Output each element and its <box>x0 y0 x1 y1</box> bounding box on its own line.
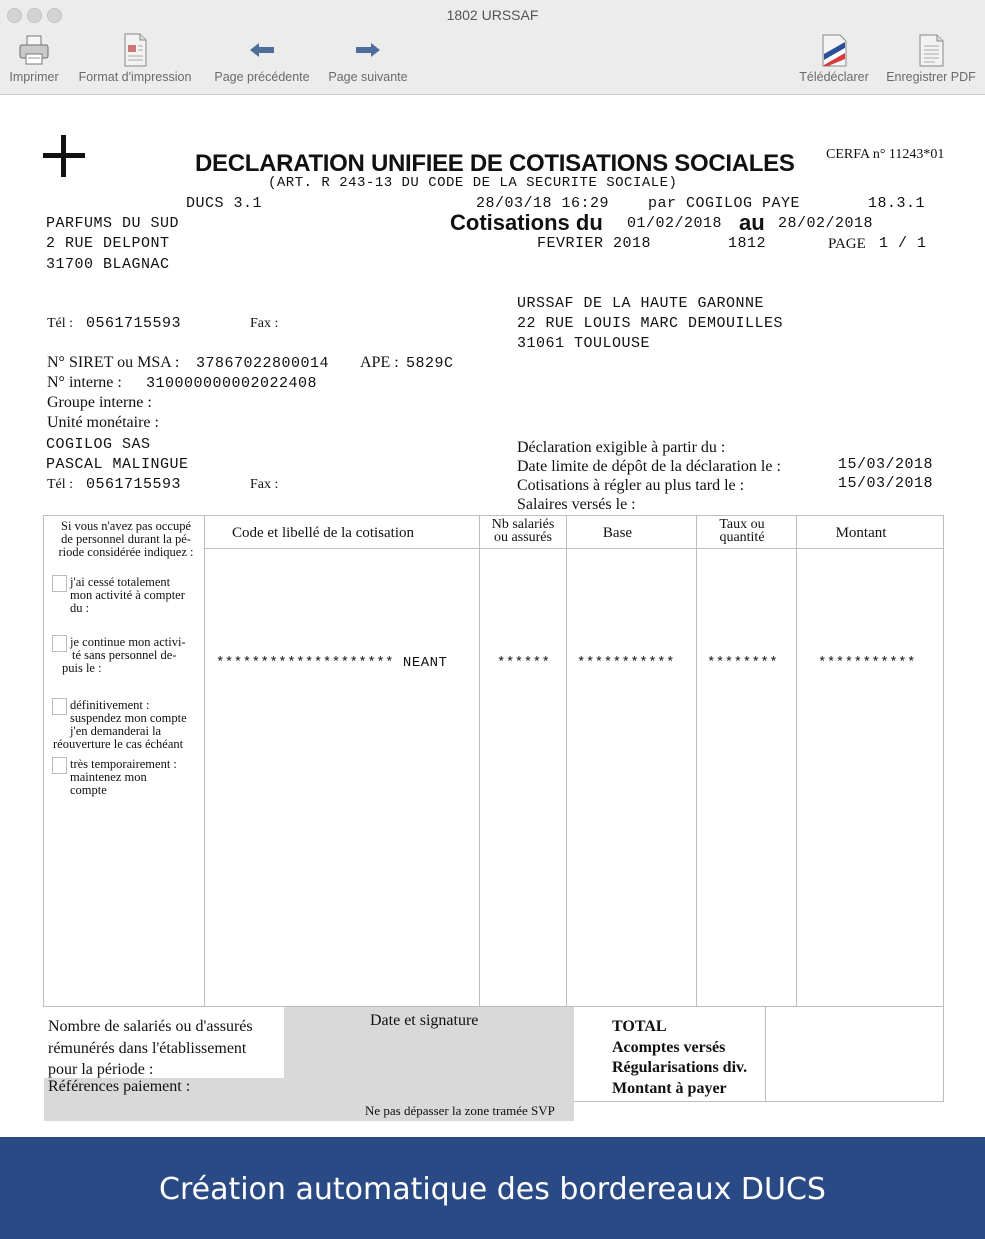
pdf-document-icon <box>879 30 983 70</box>
row-montant: *********** <box>818 655 916 671</box>
refs-paiement-label: Références paiement : <box>48 1078 191 1095</box>
temporary-checkbox[interactable] <box>52 757 67 774</box>
ape-value: 5829C <box>406 355 454 372</box>
row-nb: ****** <box>497 655 551 671</box>
form-title: DECLARATION UNIFIEE DE COTISATIONS SOCIALES <box>195 150 795 177</box>
teledeclare-button[interactable] <box>793 30 875 94</box>
contact-tel: 0561715593 <box>86 476 182 493</box>
software-name: par COGILOG PAYE <box>648 195 801 212</box>
date-signature-label: Date et signature <box>370 1012 479 1029</box>
suspend-account-label: définitivement : suspendez mon compte j'en demanderai la réouverture le cas échéant <box>53 698 187 751</box>
print-button[interactable] <box>4 30 64 94</box>
teledeclare-label: Télédéclarer <box>799 70 869 84</box>
column-header-nb: Nb salariés ou assurés <box>491 517 555 545</box>
arrow-right-icon <box>322 30 414 70</box>
no-staff-intro: Si vous n'avez pas occupé de personnel durant la pé- riode considérée indiquez : <box>58 519 194 559</box>
ceased-activity-checkbox[interactable] <box>52 575 67 592</box>
contact-fax-label: Fax : <box>250 477 279 492</box>
column-header-base: Base <box>602 525 633 541</box>
siret-value: 37867022800014 <box>196 355 330 372</box>
page-label: PAGE <box>828 236 866 252</box>
urssaf-name: URSSAF DE LA HAUTE GARONNE <box>517 295 765 312</box>
page-format-label: Format d'impression <box>78 70 192 84</box>
cerfa-number: CERFA n° 11243*01 <box>826 147 945 162</box>
continue-activity-label: je continue mon activi- té sans personnel de- puis le : <box>62 635 186 675</box>
regler-value: 15/03/2018 <box>838 475 934 492</box>
print-label: Imprimer <box>9 70 59 84</box>
limite-value: 15/03/2018 <box>838 456 934 473</box>
period-month: FEVRIER 2018 <box>537 235 652 252</box>
row-base: *********** <box>577 655 675 671</box>
save-pdf-label: Enregistrer PDF <box>886 70 976 84</box>
zone-note: Ne pas dépasser la zone tramée SVP <box>365 1103 555 1118</box>
previous-page-label: Page précédente <box>214 70 310 84</box>
urssaf-address1: 22 RUE LOUIS MARC DEMOUILLES <box>517 315 784 332</box>
unite-label: Unité monétaire : <box>47 414 159 431</box>
printer-icon <box>4 30 64 70</box>
employer-name: PARFUMS DU SUD <box>46 215 180 232</box>
software-version: 18.3.1 <box>868 195 926 212</box>
ducs-version: DUCS 3.1 <box>186 195 263 212</box>
siret-label: N° SIRET ou MSA : <box>47 354 180 371</box>
employer-address1: 2 RUE DELPONT <box>46 235 170 252</box>
save-pdf-button[interactable] <box>879 30 983 94</box>
tel-label: Tél : <box>47 316 74 331</box>
page-setup-icon <box>69 30 201 70</box>
period-au: au <box>739 210 765 235</box>
contact-person: PASCAL MALINGUE <box>46 456 189 473</box>
window-title: 1802 URSSAF <box>446 7 539 23</box>
urssaf-address2: 31061 TOULOUSE <box>517 335 651 352</box>
window-titlebar <box>0 0 985 30</box>
interne-value: 310000000002022408 <box>146 375 318 392</box>
employer-address2: 31700 BLAGNAC <box>46 256 170 273</box>
column-header-montant: Montant <box>835 525 887 541</box>
form-subtitle: (ART. R 243-13 DU CODE DE LA SECURITE SOCIALE) <box>268 175 678 191</box>
previous-page-button[interactable] <box>206 30 318 94</box>
column-header-code: Code et libellé de la cotisation <box>231 525 415 541</box>
totals-labels: TOTAL Acomptes versés Régularisations div. Montant à payer <box>612 1018 748 1097</box>
column-header-taux: Taux ou quantité <box>719 517 765 545</box>
interne-label: N° interne : <box>47 374 122 391</box>
temporary-label: très temporairement : maintenez mon compte <box>70 757 177 797</box>
row-code: ******************** NEANT <box>216 655 448 671</box>
period-end: 28/02/2018 <box>778 215 874 232</box>
exigible-label: Déclaration exigible à partir du : <box>517 439 726 456</box>
ape-label: APE : <box>360 354 399 371</box>
period-prefix: Cotisations du <box>450 210 603 235</box>
page-format-button[interactable] <box>69 30 201 94</box>
fax-label: Fax : <box>250 316 279 331</box>
period-start: 01/02/2018 <box>627 215 723 232</box>
caption-text: Création automatique des bordereaux DUCS <box>159 1172 826 1207</box>
period-code: 1812 <box>728 235 767 252</box>
print-datetime: 28/03/18 16:29 <box>476 195 610 212</box>
ceased-activity-label: j'ai cessé totalement mon activité à compter du : <box>70 575 185 615</box>
contact-tel-label: Tél : <box>47 477 74 492</box>
page-number: 1 / 1 <box>879 235 927 252</box>
row-taux: ******** <box>707 655 779 671</box>
salaires-label: Salaires versés le : <box>517 496 636 513</box>
salaries-count-label: Nombre de salariés ou d'assurés rémunérés dans l'établissement pour la période : <box>48 1018 253 1078</box>
tricolor-document-icon <box>793 30 875 70</box>
plus-icon <box>40 132 88 180</box>
next-page-label: Page suivante <box>328 70 408 84</box>
toolbar <box>0 30 985 95</box>
limite-label: Date limite de dépôt de la déclaration le : <box>517 458 781 475</box>
employer-tel: 0561715593 <box>86 315 182 332</box>
next-page-button[interactable] <box>322 30 414 94</box>
contact-company: COGILOG SAS <box>46 436 151 453</box>
groupe-label: Groupe interne : <box>47 394 152 411</box>
regler-label: Cotisations à régler au plus tard le : <box>517 477 745 494</box>
continue-activity-checkbox[interactable] <box>52 635 67 652</box>
arrow-left-icon <box>206 30 318 70</box>
